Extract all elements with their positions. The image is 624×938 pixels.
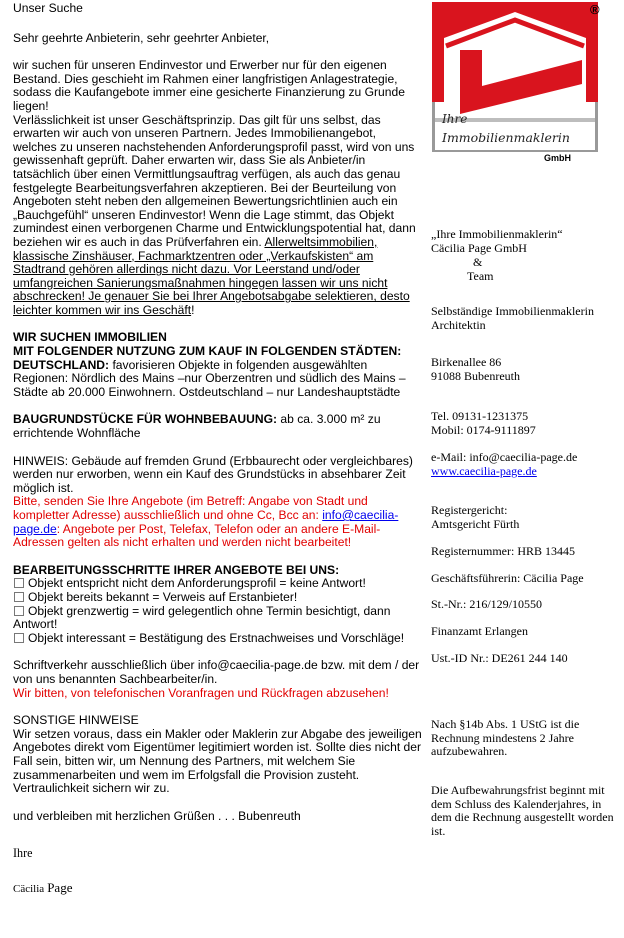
- step-item: [13, 632, 423, 646]
- submission-text-2: : Angebote per Post, Telefax, Telefon oder an andere E-Mail-Adressen gelten als nicht erhalten und werden nicht bearbeitet!: [13, 521, 381, 550]
- search-title-1: WIR SUCHEN IMMOBILIEN: [13, 330, 167, 345]
- logo-script-name: Immobilienmaklerin: [442, 130, 570, 145]
- logo-right-bar: [595, 102, 598, 152]
- principles-text: Verlässlichkeit ist unser Geschäftsprinzip. Das gilt für uns selbst, das erwarten wir auch von unseren Partnern. Jedes Immobilienangebot, welches zu unseren nachstehenden Anforderungsprofil passt, wird von uns gewissenhaft geprüft. Daher erwarten wir, dass Sie als Anbieter/in tatsächlich über einen Vermittlungsauftrag verfügen, als auch das genau festgelegte Bearbeitungsverfahren akzeptieren. Bei der Beurteilung von Angeboten steht neben den allgemeinen Bewertungsrichtlinien auch ein „Bauchgefühl“ unseren Endinvestor! Wenn die Lage stimmt, das Objekt zumindest einen verborgenen Charme und Entwicklungspotential hat, dann beziehen wir es auch in das Prüfverfahren ein.: [13, 112, 416, 249]
- step-text: Objekt grenzwertig = wird gelegentlich ohne Termin besichtigt, dann Antwort!: [13, 603, 391, 632]
- company-name-2: Cäcilia Page GmbH: [431, 241, 527, 255]
- logo-left-bar: [432, 102, 435, 152]
- germany-text: favorisieren Objekte in folgenden ausgewählten Regionen: Nördlich des Mains –nur Oberzentren und südlich des Mains – Städte ab 20.000 Einwohnern. Ostdeutschland – nur Landeshauptstädte: [13, 357, 406, 399]
- retention-period-note: Die Aufbewahrungsfrist beginnt mit dem Schluss des Kalenderjahres, in dem die Rechnung ausgestellt worden ist.: [431, 783, 614, 838]
- hint-paragraph: HINWEIS: Gebäude auf fremden Grund (Erbbaurecht oder vergleichbares) werden nur erworben, wenn ein Kauf des Grundstücks in absehbarer Zeit möglich ist.: [13, 453, 413, 495]
- email-address: e-Mail: info@caecilia-page.de: [431, 450, 578, 464]
- search-title-2: MIT FOLGENDER NUTZUNG ZUM KAUF IN FOLGENDEN STÄDTEN:: [13, 344, 402, 359]
- email-link[interactable]: info@caecilia-page.de: [13, 508, 399, 536]
- role-2: Architektin: [431, 318, 486, 332]
- register-number: Registernummer: HRB 13445: [431, 544, 575, 558]
- submission-paragraph: [13, 495, 423, 549]
- other-title: SONSTIGE HINWEISE: [13, 713, 139, 728]
- step-item: [13, 605, 423, 632]
- step-item: [13, 591, 423, 605]
- letter-heading: Unser Suche: [13, 1, 83, 15]
- plots-text: ab ca. 3.000 m² zu errichtende Wohnfläche: [13, 412, 381, 441]
- registered-mark: ®: [590, 2, 600, 17]
- invoice-retention-note: Nach §14b Abs. 1 UStG ist die Rechnung mindestens 2 Jahre aufzubewahren.: [431, 717, 580, 759]
- step-item: [13, 577, 423, 591]
- signature-last-name: Page: [47, 879, 73, 895]
- signature-name: [13, 881, 423, 897]
- logo-bottom-bar: [432, 150, 598, 152]
- signature-ihre: Ihre: [13, 846, 33, 861]
- company-team: Team: [467, 269, 494, 283]
- phone-number: Tel. 09131-1231375: [431, 409, 529, 423]
- plots-paragraph: [13, 413, 423, 440]
- website-link[interactable]: www.caecilia-page.de: [431, 464, 537, 478]
- closing-line: und verbleiben mit herzlichen Grüßen . . . Bubenreuth: [13, 808, 301, 823]
- mobile-number: Mobil: 0174-9111897: [431, 423, 536, 437]
- address-city: 91088 Bubenreuth: [431, 369, 520, 383]
- checkbox-icon: [14, 633, 24, 643]
- principles-paragraph: [13, 114, 423, 318]
- managing-director: Geschäftsführerin: Cäcilia Page: [431, 571, 584, 585]
- role-1: Selbständige Immobilienmaklerin: [431, 304, 594, 318]
- company-name-1: „Ihre Immobilienmaklerin“: [431, 227, 563, 241]
- letter-body: [13, 0, 423, 896]
- exclamation: !: [191, 302, 195, 317]
- step-text: Objekt entspricht nicht dem Anforderungsprofil = keine Antwort!: [28, 576, 366, 591]
- steps-title: BEARBEITUNGSSCHRITTE IHRER ANGEBOTE BEI UNS:: [13, 562, 340, 577]
- plots-label: BAUGRUNDSTÜCKE FÜR WOHNBEBAUUNG:: [13, 412, 278, 427]
- correspondence-paragraph: Schriftverkehr ausschließlich über info@caecilia-page.de bzw. mit dem / der von uns benannten Sachbearbeiter/in.: [13, 658, 420, 686]
- checkbox-icon: [14, 592, 24, 602]
- tax-office: Finanzamt Erlangen: [431, 624, 528, 638]
- vat-id: Ust.-ID Nr.: DE261 244 140: [431, 651, 568, 665]
- exclusions-text: Allerweltsimmobilien, klassische Zinshäuser, Fachmarktzentren oder „Verkaufskisten“ am Stadtrand gehören allerdings nicht dazu. Vor Leerstand und/oder umfangreichen Sanierungsmaßnahmen hingegen lassen wir uns nicht abschrecken! Je genauer Sie bei Ihrer Angebotsabgabe selektieren, desto leichter kommen wir ins Geschäft: [13, 234, 410, 317]
- register-court-label: Registergericht:: [431, 503, 508, 517]
- step-text: Objekt interessant = Bestätigung des Erstnachweises und Vorschläge!: [28, 630, 405, 645]
- address-street: Birkenallee 86: [431, 355, 502, 369]
- signature-first-name: Cäcilia: [13, 882, 45, 895]
- other-paragraph: Wir setzen voraus, dass ein Makler oder Maklerin zur Abgabe des jeweiligen Angebotes direkt vom Eigentümer legitimiert worden ist. Sollte dies nicht der Fall sein, bitten wir, um Nennung des Partners, mit welchem Sie zusammenarbeiten und wem im Erfolgsfall die Provision zusteht. Vertraulichkeit sichern wir zu.: [13, 726, 422, 796]
- tax-number: St.-Nr.: 216/129/10550: [431, 597, 543, 611]
- salutation: Sehr geehrte Anbieterin, sehr geehrter Anbieter,: [13, 30, 270, 45]
- company-ampersand: &: [473, 255, 483, 269]
- checkbox-icon: [14, 578, 24, 588]
- logo-script-ihre: Ihre: [442, 112, 468, 126]
- germany-paragraph: [13, 359, 423, 400]
- company-logo: [432, 2, 606, 170]
- no-phone-notice: Wir bitten, von telefonischen Voranfragen und Rückfragen abzusehen!: [13, 685, 389, 700]
- intro-paragraph: wir suchen für unseren Endinvestor und Erwerber nur für den eigenen Bestand. Dies geschieht im Rahmen einer langfristigen Anlagestrategie, sodass die Kaufangebote immer eine gesicherte Finanzierung zu Grunde liegen!: [13, 58, 405, 113]
- submission-text-1: Bitte, senden Sie Ihre Angebote (im Betreff: Angabe von Stadt und kompletter Adresse) ausschließlich und ohne Cc, Bcc an:: [13, 494, 368, 522]
- checkbox-icon: [14, 606, 24, 616]
- register-court: Amtsgericht Fürth: [431, 517, 520, 531]
- logo-gmbh: GmbH: [544, 153, 571, 163]
- step-text: Objekt bereits bekannt = Verweis auf Erstanbieter!: [28, 589, 298, 604]
- germany-label: DEUTSCHLAND:: [13, 357, 110, 372]
